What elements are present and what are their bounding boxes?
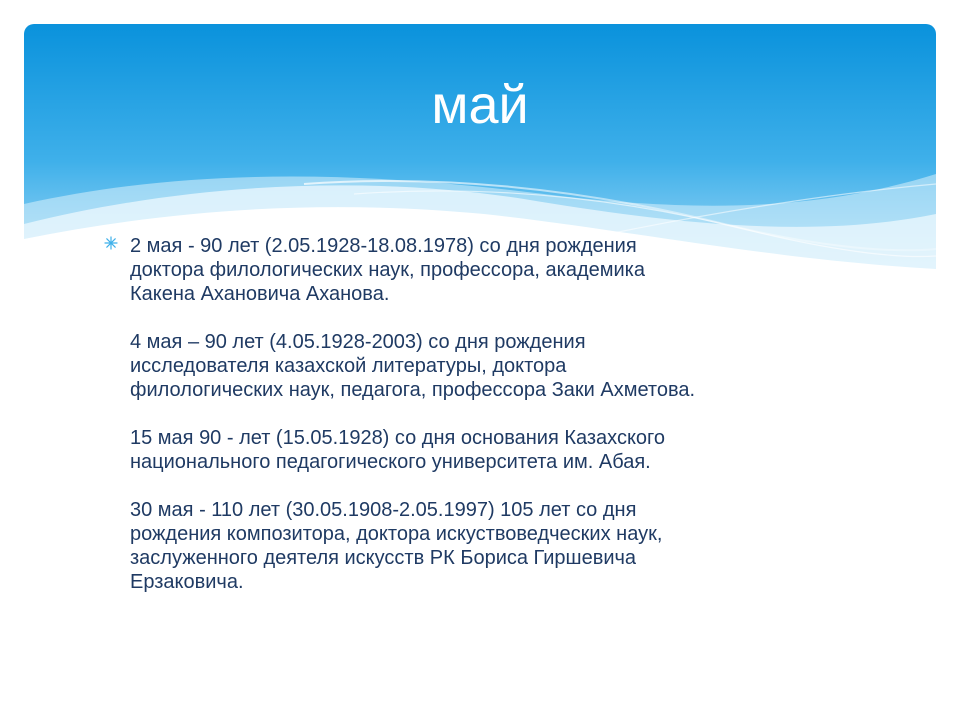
paragraph-list: [130, 234, 864, 594]
star-bullet-icon: [104, 236, 118, 250]
paragraph-akhanov: 2 мая - 90 лет (2.05.1928-18.08.1978) со дня рождения доктора филологических наук, профессора, академика Какена Ахановича Аханова.: [130, 235, 645, 305]
slide-body: [104, 234, 864, 594]
paragraph-university: 15 мая 90 - лет (15.05.1928) со дня основания Казахского национального педагогического университета им. Абая.: [130, 427, 666, 473]
paragraph-erzakovich: 30 мая - 110 лет (30.05.1908-2.05.1997) 105 лет со дня рождения композитора, доктора искуствоведческих наук, заслуженного деятеля искусств РК Бориса Гиршевича Ерзаковича.: [130, 499, 663, 593]
paragraph-akhmetov: 4 мая – 90 лет (4.05.1928-2003) со дня рождения исследователя казахской литературы, доктора филологических наук, педагога, профессора Заки Ахметова.: [130, 331, 696, 401]
slide-title: май: [431, 75, 529, 135]
